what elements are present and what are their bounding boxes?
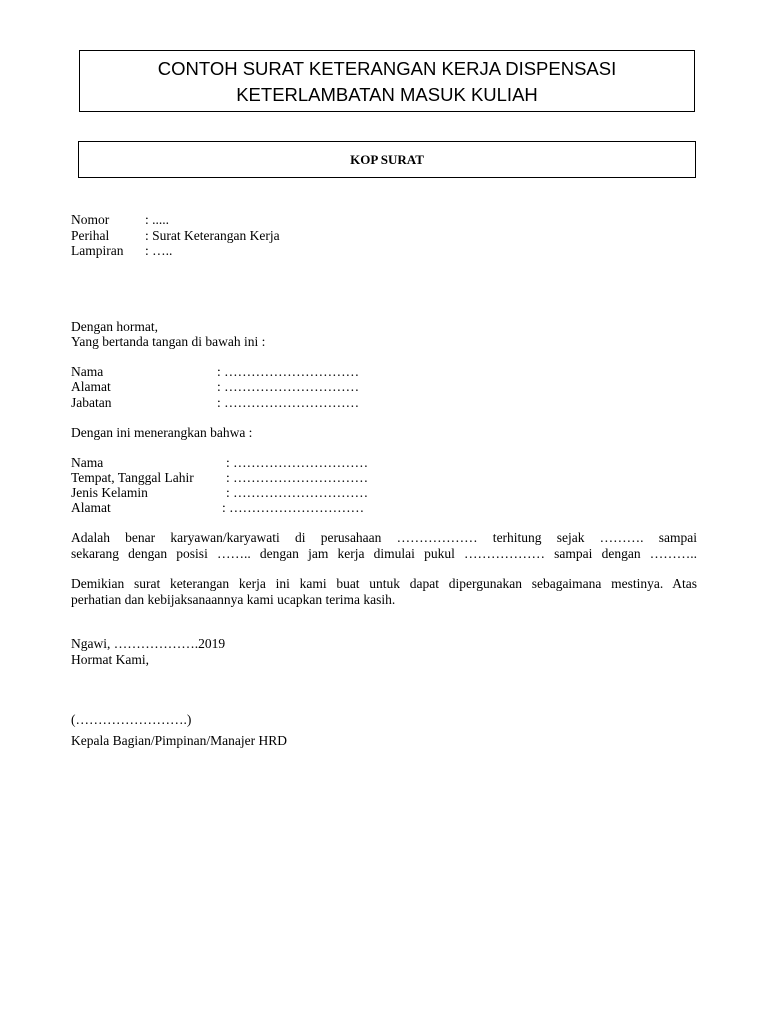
greeting: Dengan hormat, xyxy=(71,319,158,334)
employee-gender-label: Jenis Kelamin xyxy=(71,485,148,500)
employee-ttl-value: : ………………………… xyxy=(226,470,369,485)
employee-gender-value: : ………………………… xyxy=(226,485,369,500)
signer-title: Kepala Bagian/Pimpinan/Manajer HRD xyxy=(71,733,287,748)
employee-alamat-label: Alamat xyxy=(71,500,111,515)
employee-nama-label: Nama xyxy=(71,455,104,470)
lampiran-value: : ….. xyxy=(145,243,173,258)
lampiran-label: Lampiran xyxy=(71,243,124,258)
nomor-label: Nomor xyxy=(71,212,110,227)
statement-text: Dengan ini menerangkan bahwa : xyxy=(71,425,253,440)
signer-alamat-value: : ………………………… xyxy=(217,379,360,394)
document-title-line-2: KETERLAMBATAN MASUK KULIAH xyxy=(236,84,538,105)
perihal-value: : Surat Keterangan Kerja xyxy=(145,228,280,243)
signer-nama-label: Nama xyxy=(71,364,104,379)
employment-paragraph xyxy=(71,530,697,562)
employee-ttl-label: Tempat, Tanggal Lahir xyxy=(71,470,194,485)
closing-paragraph-line-1: Demikian surat keterangan kerja ini kami buat untuk dapat dipergunakan sebagaimana mestinya. Atas xyxy=(71,576,697,591)
document-title-line-1: CONTOH SURAT KETERANGAN KERJA DISPENSASI xyxy=(157,58,617,79)
employment-paragraph-line-2: sekarang dengan posisi …….. dengan jam kerja dimulai pukul ……………… sampai dengan ……….. xyxy=(71,546,697,561)
signature-placeholder: (…………………….) xyxy=(71,712,192,727)
signer-jabatan-value: : ………………………… xyxy=(217,395,360,410)
closing-paragraph xyxy=(71,576,697,608)
employee-alamat-value: : ………………………… xyxy=(222,500,365,515)
signer-nama-value: : ………………………… xyxy=(217,364,360,379)
signer-jabatan-label: Jabatan xyxy=(71,395,112,410)
place-date: Ngawi, ……………….2019 xyxy=(71,636,226,651)
document-title-box xyxy=(79,50,695,112)
employment-paragraph-line-1: Adalah benar karyawan/karyawati di perusahaan ……………… terhitung sejak ………. sampai xyxy=(71,530,697,545)
employee-nama-value: : ………………………… xyxy=(226,455,369,470)
signer-alamat-label: Alamat xyxy=(71,379,111,394)
perihal-label: Perihal xyxy=(71,228,110,243)
nomor-value: : ..... xyxy=(145,212,170,227)
regards-text: Hormat Kami, xyxy=(71,652,149,667)
closing-paragraph-line-2: perhatian dan kebijaksanaannya kami ucapkan terima kasih. xyxy=(71,592,396,607)
kop-surat-box xyxy=(78,141,696,178)
intro-text: Yang bertanda tangan di bawah ini : xyxy=(71,334,266,349)
kop-surat-label: KOP SURAT xyxy=(350,152,424,167)
